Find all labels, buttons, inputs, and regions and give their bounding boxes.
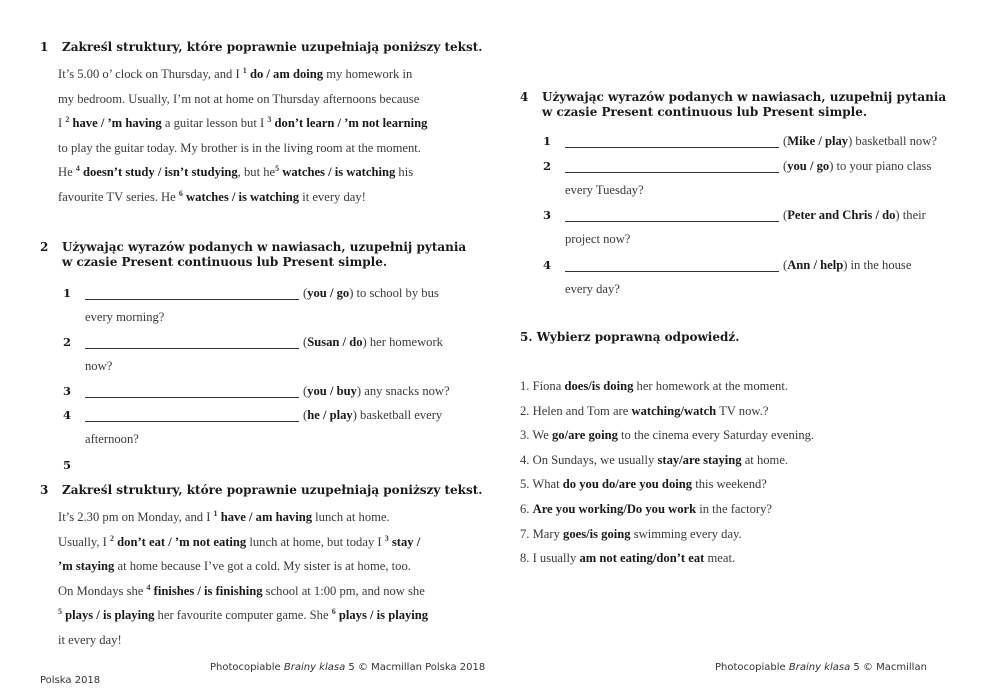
question-item	[63, 286, 503, 326]
paragraph-line: my bedroom. Usually, I’m not at home on Thursday afternoons because	[58, 91, 420, 106]
answer-options: am not eating/don’t eat	[579, 551, 705, 566]
ex4-heading	[520, 90, 946, 120]
gap-number: 4	[75, 164, 80, 174]
word-cue: (he / play) basketball every	[303, 408, 443, 422]
choice-item: 5. What do you do/are you doing this weekend?	[520, 477, 767, 492]
answer-options: don’t learn / ’m not learning	[274, 116, 428, 131]
answer-options: plays / is playing	[65, 608, 155, 623]
gap-number: 3	[267, 115, 272, 124]
item-number: 5	[63, 458, 72, 472]
answer-options: finishes / is finishing	[153, 583, 263, 598]
ex4-number: 4	[520, 90, 529, 104]
ex1-number: 1	[40, 40, 49, 54]
paragraph-line: It’s 2.30 pm on Monday, and I $^1$ have / am having lunch at home.	[58, 508, 390, 524]
item-number: 2	[543, 159, 552, 173]
ex2-title-line1: Używając wyrazów podanych w nawiasach, uzupełnij pytania	[62, 240, 467, 254]
answer-options: stay/are staying	[657, 452, 742, 467]
paragraph-line: On Mondays she $^4$ finishes / is finishing school at 1:00 pm, and now she	[58, 582, 425, 598]
ex4-title-line1: Używając wyrazów podanych w nawiasach, uzupełnij pytania	[542, 90, 947, 104]
gap-number: 2	[110, 533, 114, 543]
answer-options: don’t eat / ’m not eating	[117, 534, 247, 549]
answer-options: have / am having	[220, 510, 313, 524]
paragraph-line: favourite TV series. He $^6$ watches / is watching it every day!	[58, 188, 366, 204]
gap-number: 1	[213, 508, 218, 518]
word-cue: (Ann / help) in the house	[783, 258, 912, 272]
item-number: 2	[63, 335, 72, 349]
word-cue: (Mike / play) basketball now?	[783, 134, 937, 148]
paragraph-line: It’s 5.00 o’ clock on Thursday, and I $^1$ do / am doing my homework in	[58, 65, 413, 81]
answer-options: go/are going	[551, 428, 618, 443]
paragraph-line: ’m staying at home because I’ve got a cold. My sister is at home, too.	[58, 559, 411, 574]
answer-options: goes/is going	[563, 526, 631, 541]
paragraph-line: to play the guitar today. My brother is in the living room at the moment.	[58, 140, 421, 155]
paragraph-line: it every day!	[58, 632, 122, 647]
answer-blank[interactable]	[85, 397, 299, 398]
answer-options: does/is doing	[564, 379, 634, 393]
question-item	[543, 208, 983, 248]
question-item	[543, 159, 983, 199]
answer-options: watches / is watching	[282, 165, 396, 180]
choice-item: 3. We go/are going to the cinema every Saturday evening.	[520, 428, 815, 443]
ex2-title-line2: w czasie Present continuous lub Present simple.	[62, 255, 388, 269]
word-cue: (Susan / do) her homework	[303, 335, 443, 349]
ex2-heading	[40, 240, 466, 270]
item-continuation: every morning?	[85, 310, 165, 324]
ex3-number: 3	[40, 483, 49, 497]
choice-item: 2. Helen and Tom are watching/watch TV now.?	[520, 403, 769, 418]
footer-wrap: Polska 2018	[40, 675, 101, 686]
item-continuation: afternoon?	[85, 432, 139, 446]
footer-right: Photocopiable Brainy klasa 5 © Macmillan	[715, 662, 927, 673]
gap-number: 6	[178, 188, 183, 198]
question-item	[543, 258, 983, 298]
ex1-heading	[40, 40, 482, 55]
answer-options: ’m staying	[58, 559, 115, 574]
question-item	[63, 335, 503, 375]
answer-options: watching/watch	[631, 403, 717, 418]
ex1-title: Zakreśl struktury, które poprawnie uzupełniają poniższy tekst.	[62, 40, 483, 54]
ex5-heading: 5. Wybierz poprawną odpowiedź.	[520, 330, 740, 344]
answer-blank[interactable]	[85, 421, 299, 422]
ex2-number: 2	[40, 240, 49, 254]
item-continuation: now?	[85, 359, 113, 373]
answer-blank[interactable]	[85, 348, 299, 349]
answer-blank[interactable]	[565, 172, 779, 173]
ex4-title-line2: w czasie Present continuous lub Present simple.	[542, 105, 868, 119]
word-cue: (Peter and Chris / do) their	[783, 208, 926, 222]
paragraph-line: He $^4$ doesn’t study / isn’t studying, but $he^5$ watches / is watching his	[58, 164, 414, 180]
word-cue: (you / buy) any snacks now?	[303, 384, 450, 398]
word-cue: (you / go) to your piano class	[783, 159, 932, 173]
answer-options: Are you working/Do you work	[532, 502, 697, 516]
item-number: 1	[63, 286, 72, 300]
answer-options: stay /	[391, 534, 421, 549]
answer-options: doesn’t study / isn’t studying	[83, 165, 238, 180]
answer-options: have / ’m having	[72, 116, 162, 131]
paragraph-line: Usually, I $^2$ don’t eat / ’m not eating lunch at home, but today I $^3$ stay /	[58, 533, 421, 549]
item-number: 3	[63, 384, 72, 398]
choice-item: 6. Are you working/Do you work in the factory?	[520, 502, 772, 516]
choice-item: 1. Fiona does/is doing her homework at the moment.	[520, 379, 788, 393]
question-item	[63, 408, 503, 448]
gap-number: 2	[65, 115, 70, 124]
answer-blank[interactable]	[565, 271, 779, 272]
gap-number: 3	[384, 533, 389, 543]
item-continuation: project now?	[565, 232, 631, 246]
item-number: 3	[543, 208, 552, 222]
item-continuation: every day?	[565, 282, 620, 296]
paragraph-line: $^5$ plays / is playing her favourite computer game. She $^6$ plays / is playing	[58, 607, 429, 623]
answer-options: watches / is watching	[186, 189, 300, 204]
item-number: 4	[63, 408, 72, 422]
gap-number: 5	[58, 607, 62, 617]
answer-blank[interactable]	[565, 147, 779, 148]
ex3-title: Zakreśl struktury, które poprawnie uzupełniają poniższy tekst.	[62, 483, 483, 497]
answer-blank[interactable]	[85, 299, 299, 300]
footer-left: Photocopiable Brainy klasa 5 © Macmillan Polska 2018	[210, 662, 486, 673]
item-continuation: every Tuesday?	[565, 183, 644, 197]
word-cue: (you / go) to school by bus	[303, 286, 439, 300]
ex3-paragraph	[58, 505, 488, 653]
gap-number: 1	[242, 65, 247, 75]
ex3-heading	[40, 483, 482, 498]
paragraph-line: I $^2$ have / ’m having a guitar lesson but I $^3$ don’t learn / ’m not learning	[58, 115, 428, 131]
gap-number: 5	[275, 164, 280, 174]
answer-options: plays / is playing	[338, 608, 429, 623]
choice-item: 8. I usually am not eating/don’t eat meat.	[520, 551, 736, 566]
gap-number: 4	[146, 582, 151, 592]
item-number: 1	[543, 134, 552, 148]
choice-item: 7. Mary goes/is going swimming every day.	[520, 526, 742, 541]
item-number: 4	[543, 258, 552, 272]
answer-options: do you do/are you doing	[562, 477, 693, 492]
choice-item: 4. On Sundays, we usually stay/are staying at home.	[520, 452, 789, 467]
gap-number: 6	[331, 607, 336, 617]
ex1-paragraph	[58, 62, 488, 210]
answer-blank[interactable]	[565, 221, 779, 222]
answer-options: do / am doing	[249, 67, 324, 81]
